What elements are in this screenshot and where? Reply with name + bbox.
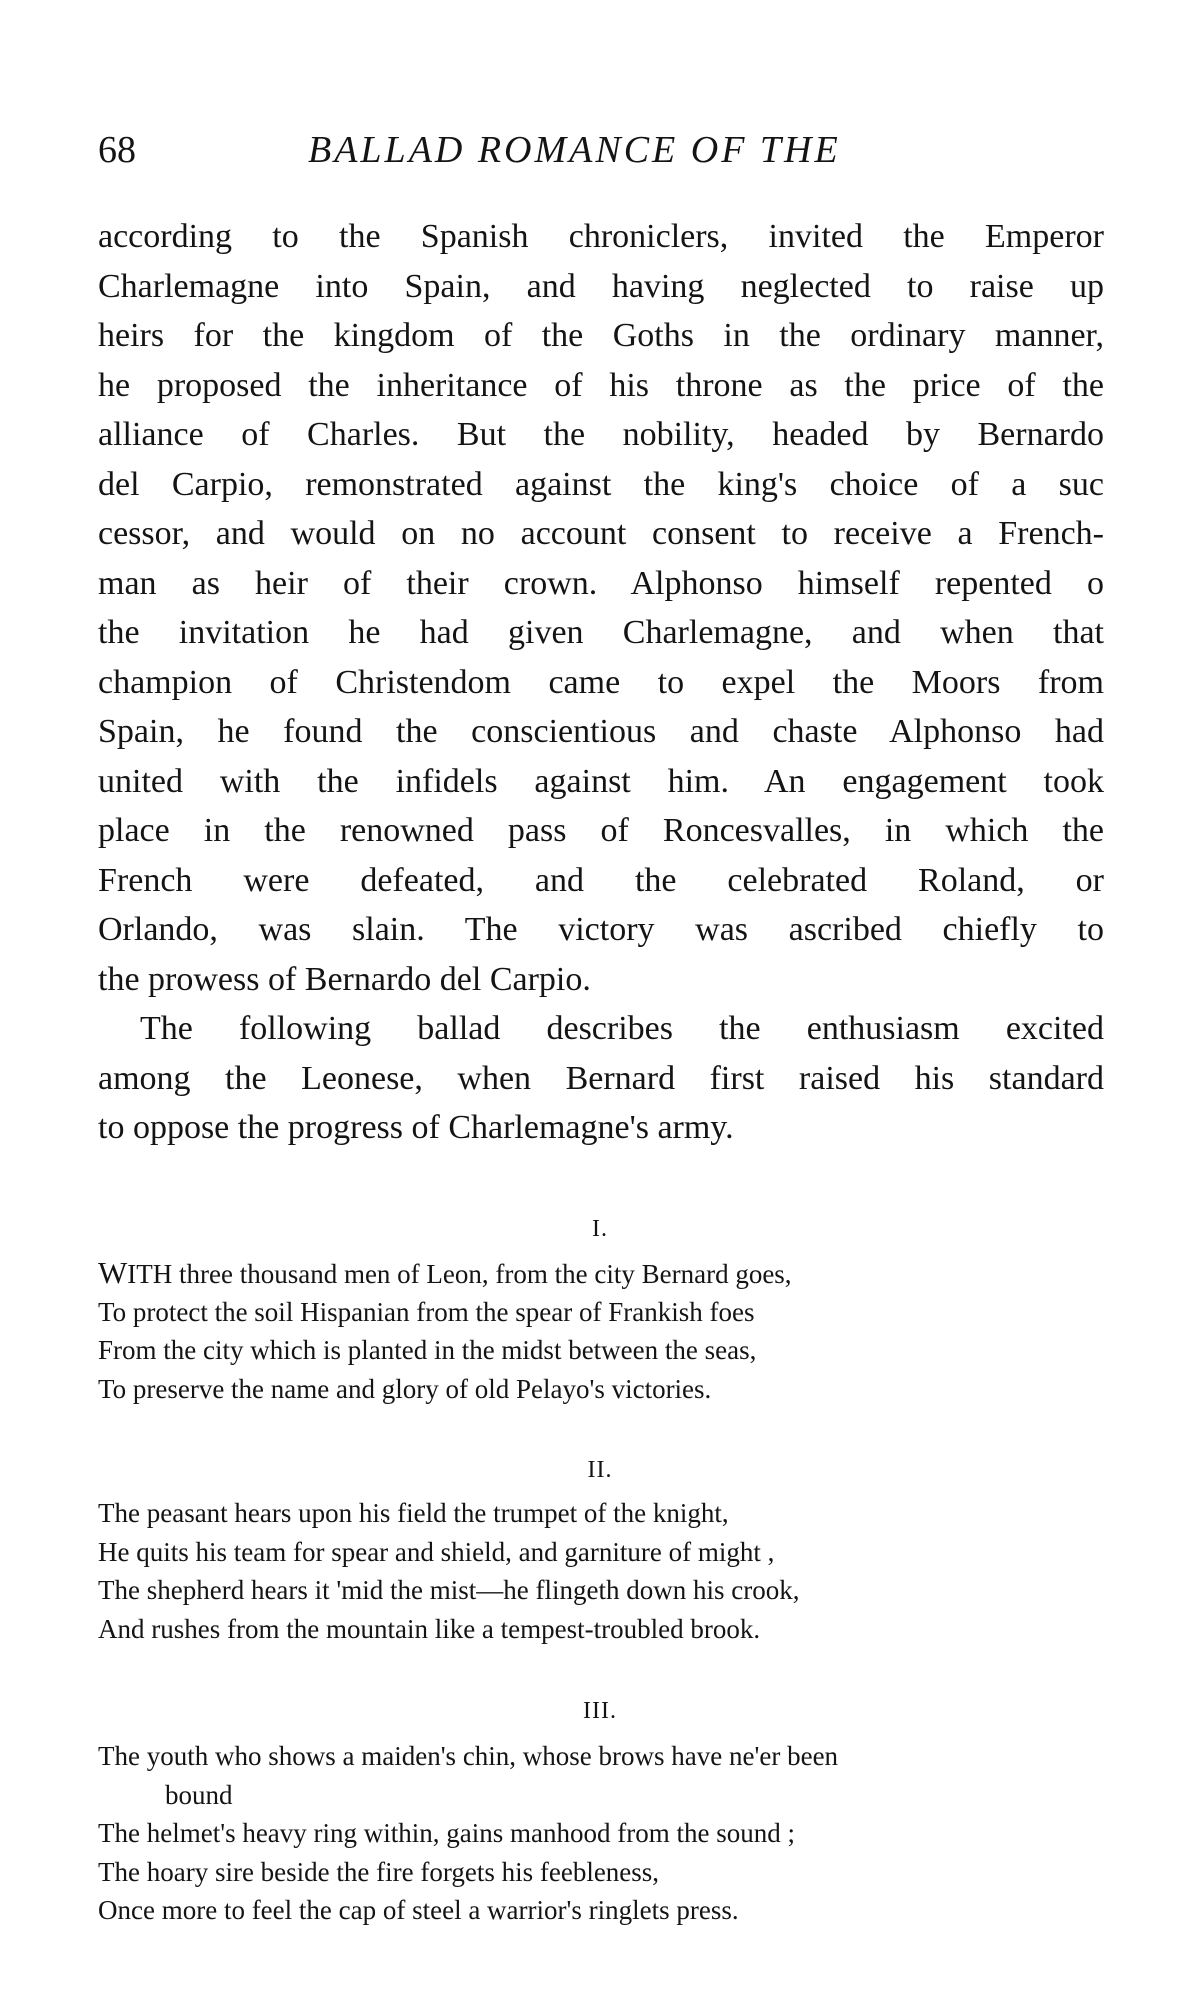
stanza-number: I. <box>592 1216 608 1242</box>
stanza-2 <box>98 1494 1108 1648</box>
verse-line: The shepherd hears it 'mid the mist—he flingeth down his crook, <box>98 1575 800 1605</box>
verse-line-text: ITH three thousand men of Leon, from the city Bernard goes, <box>127 1259 792 1289</box>
verse-line <box>98 1254 1108 1293</box>
prose-line: Orlando, was slain. The victory was ascribed chiefly to <box>98 911 1104 948</box>
prose-line: the prowess of Bernardo del Carpio. <box>98 960 591 998</box>
verse-line: To preserve the name and glory of old Pelayo's victories. <box>98 1373 712 1404</box>
stanza-number: III. <box>583 1698 617 1724</box>
stanza-number: II. <box>587 1457 613 1483</box>
prose-line: among the Leonese, when Bernard first raised his standard <box>98 1059 1104 1097</box>
prose-line: cessor, and would on no account consent to receive a French- <box>98 515 1104 552</box>
prose-line: the invitation he had given Charlemagne, and when that <box>98 614 1104 651</box>
running-head <box>98 128 1098 178</box>
prose-line: Spain, he found the conscientious and chaste Alphonso had <box>98 713 1104 750</box>
running-title: BALLAD ROMANCE OF THE <box>308 129 841 171</box>
prose-line: he proposed the inheritance of his throne as the price of the <box>98 366 1104 404</box>
prose-line: The following ballad describes the enthusiasm excited <box>140 1010 1104 1047</box>
verse-line: And rushes from the mountain like a tempest-troubled brook. <box>98 1613 761 1644</box>
prose-line: Charlemagne into Spain, and having neglected to raise up <box>98 267 1104 305</box>
prose-line: united with the infidels against him. An engagement took <box>98 762 1104 800</box>
prose-line: to oppose the progress of Charlemagne's army. <box>98 1109 734 1146</box>
prose-line: French were defeated, and the celebrated Roland, or <box>98 861 1104 899</box>
initial-capital: W <box>98 1255 128 1290</box>
verse-line: Once more to feel the cap of steel a warrior's ringlets press. <box>98 1895 739 1925</box>
verse-line: He quits his team for spear and shield, and garniture of might , <box>98 1536 775 1567</box>
verse-line: The youth who shows a maiden's chin, whose brows have ne'er been <box>98 1741 839 1771</box>
prose-line: heirs for the kingdom of the Goths in the ordinary manner, <box>98 317 1104 354</box>
verse-line: The hoary sire beside the fire forgets his feebleness, <box>98 1856 660 1887</box>
verse-line-continuation: bound <box>165 1779 233 1810</box>
verse-line: The helmet's heavy ring within, gains manhood from the sound ; <box>98 1818 795 1848</box>
prose-line: man as heir of their crown. Alphonso himself repented o <box>98 564 1104 602</box>
prose-line: according to the Spanish chroniclers, invited the Emperor <box>98 218 1104 255</box>
stanza-1 <box>98 1254 1108 1408</box>
prose-line: place in the renowned pass of Roncesvalles, in which the <box>98 812 1104 849</box>
page-number: 68 <box>98 129 136 171</box>
prose-line: champion of Christendom came to expel the Moors from <box>98 663 1104 701</box>
verse-line: From the city which is planted in the midst between the seas, <box>98 1335 757 1365</box>
prose-line: alliance of Charles. But the nobility, headed by Bernardo <box>98 416 1104 453</box>
verse-line: To protect the soil Hispanian from the spear of Frankish foes <box>98 1296 755 1327</box>
stanza-3 <box>98 1737 1108 1930</box>
prose-line: del Carpio, remonstrated against the king's choice of a suc <box>98 465 1104 503</box>
prose-section <box>98 212 1104 1153</box>
verse-line: The peasant hears upon his field the trumpet of the knight, <box>98 1498 729 1528</box>
